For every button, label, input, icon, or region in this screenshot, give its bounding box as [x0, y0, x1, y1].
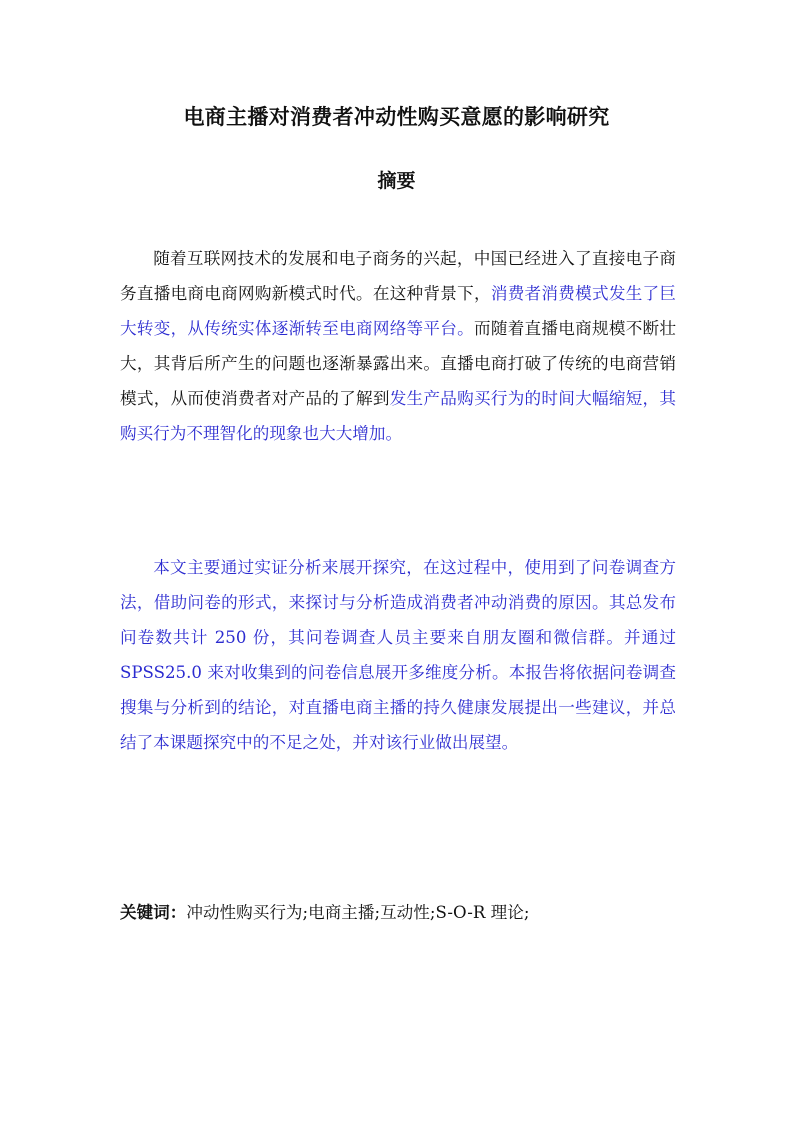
- abstract-heading: 摘要: [377, 170, 416, 192]
- keywords-label: 关键词：: [120, 903, 187, 922]
- abstract-paragraph-2: 本文主要通过实证分析来展开探究，在这过程中，使用到了问卷调查方法，借助问卷的形式，来探讨与分析造成消费者冲动消费的原因。其总发布问卷数共计 250 份，其问卷调查人员主要来自朋友圈和微信群。并通过 SPSS25.0 来对收集到的问卷信息展开多维度分析。本报告将依据问卷调查搜集与分析到的结论，对直播电商主播的持久健康发展提出一些建议，并总结了本课题探究中的不足之处，并对该行业做出展望。: [120, 558, 676, 752]
- paragraph-1-highlight-b: 发生产品购买行为的时间大幅缩短，其购买行为不理智化的现象也大大增加。: [120, 389, 676, 443]
- abstract-paragraph-1: [120, 241, 676, 451]
- keywords-line: [120, 898, 676, 928]
- paragraph-1-text-b: 而随着直播电商规模不断壮大，其背后所产生的问题也逐渐暴露出来。直播电商打破了传统的电商营销模式，从而使消费者对产品的了解到: [120, 319, 676, 408]
- paragraph-1-highlight-a: 消费者消费模式发生了巨大转变，从传统实体逐渐转至电商网络等平台。: [120, 284, 677, 338]
- keywords-text: 冲动性购买行为;电商主播;互动性;S-O-R 理论;: [186, 903, 530, 922]
- page-title: 电商主播对消费者冲动性购买意愿的影响研究: [183, 105, 610, 129]
- paragraph-1-text-a: 随着互联网技术的发展和电子商务的兴起，中国已经进入了直接电子商务直播电商电商网购新模式时代。在这种背景下，: [120, 249, 676, 303]
